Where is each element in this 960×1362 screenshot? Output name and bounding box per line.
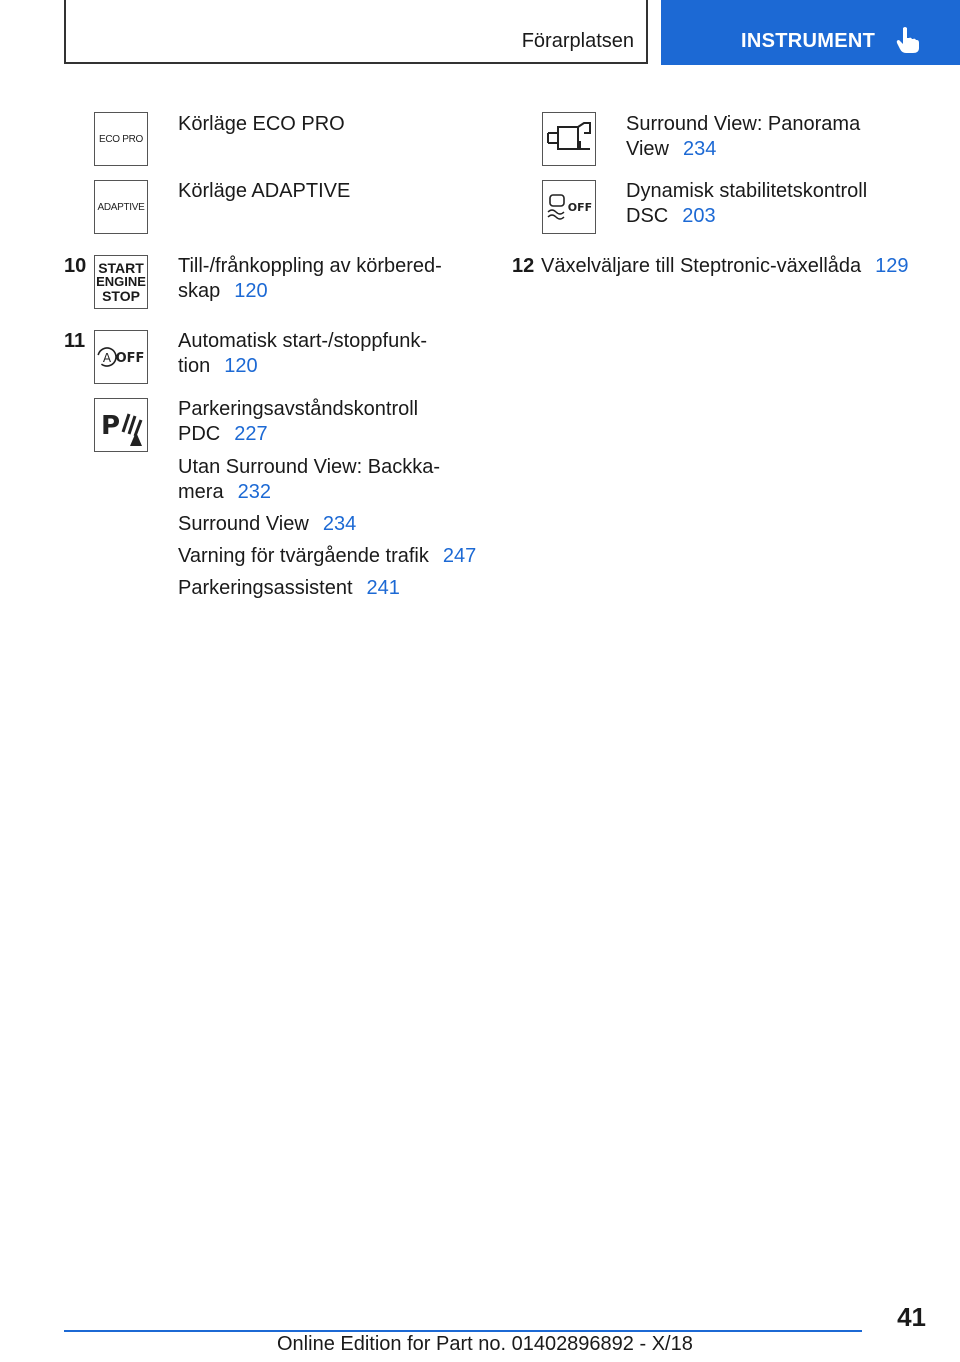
list-item: [626, 112, 860, 162]
page-reference-link[interactable]: 241: [366, 577, 400, 599]
list-item: [178, 544, 476, 569]
page-reference-link[interactable]: 227: [234, 423, 268, 445]
icon-line: START: [98, 260, 144, 276]
page-reference-link[interactable]: 120: [234, 280, 268, 302]
item-number: 11: [64, 330, 86, 352]
list-item: [178, 179, 350, 204]
list-item: [178, 397, 418, 447]
item-text: DSC: [626, 205, 669, 227]
list-item: [178, 254, 442, 304]
item-text: Parkeringsavståndskontroll: [178, 398, 419, 420]
page-reference-link[interactable]: 234: [322, 513, 357, 535]
icon-line: ENGINE: [96, 274, 146, 289]
item-text: Körläge ADAPTIVE: [178, 180, 351, 202]
item-text: Parkeringsassistent: [178, 577, 353, 599]
chapter-tab[interactable]: [661, 0, 960, 65]
section-header: [64, 0, 648, 64]
list-item: [178, 512, 356, 537]
eco-pro-icon-label: ECO PRO: [98, 133, 144, 145]
adaptive-icon: [94, 180, 148, 234]
item-text: Varning för tvärgående trafik: [178, 545, 429, 567]
page-reference-link[interactable]: 234: [683, 138, 717, 160]
item-number: 12: [512, 255, 535, 277]
page-reference-link[interactable]: 203: [682, 205, 716, 227]
page-reference-link[interactable]: 129: [875, 255, 909, 277]
dsc-off-icon: [542, 180, 596, 234]
item-text: PDC: [178, 423, 221, 445]
item-number: 10: [64, 255, 87, 277]
item-text: mera: [178, 481, 224, 503]
svg-text:A: A: [102, 351, 112, 365]
panorama-view-icon: [542, 112, 596, 166]
page-number: 41: [897, 1302, 926, 1332]
page-reference-link[interactable]: 247: [442, 545, 477, 567]
item-text: Utan Surround View: Backka-: [178, 456, 440, 478]
auto-start-stop-off-icon: [94, 330, 148, 384]
item-text: Körläge ECO PRO: [178, 113, 345, 135]
item-text: Växelväljare till Steptronic-växellåda: [541, 255, 862, 277]
svg-text:P: P: [101, 411, 121, 441]
item-text: Automatisk start-/stoppfunk-: [178, 330, 427, 352]
item-text: Surround View: [178, 513, 309, 535]
item-text: skap: [178, 280, 221, 302]
list-item: [178, 112, 345, 137]
adaptive-icon-label: ADAPTIVE: [97, 201, 145, 213]
item-text: Dynamisk stabilitetskontroll: [626, 180, 868, 202]
section-title: Förarplatsen: [521, 30, 634, 52]
pointing-hand-icon: [895, 26, 921, 54]
page-reference-link[interactable]: 120: [224, 355, 258, 377]
list-item: [178, 329, 427, 379]
item-text: Till-/frånkoppling av körbered-: [178, 255, 442, 277]
item-text: tion: [178, 355, 211, 377]
edition-footer: Online Edition for Part no. 01402896892 - X/18: [277, 1333, 693, 1355]
list-item: [626, 179, 867, 229]
svg-text:OFF: OFF: [115, 351, 145, 366]
footer-divider: [64, 1330, 862, 1332]
start-engine-stop-icon: [94, 255, 148, 309]
list-item: [178, 576, 400, 601]
parking-sensor-icon: [94, 398, 148, 452]
list-item: [541, 254, 909, 279]
svg-text:OFF: OFF: [567, 201, 593, 214]
list-item: [178, 455, 440, 505]
eco-pro-icon: [94, 112, 148, 166]
chapter-title: INSTRUMENT: [741, 30, 876, 52]
page-reference-link[interactable]: 232: [237, 481, 271, 503]
icon-line: STOP: [102, 288, 140, 304]
item-text: Surround View: Panorama: [626, 113, 861, 135]
item-text: View: [626, 138, 669, 160]
